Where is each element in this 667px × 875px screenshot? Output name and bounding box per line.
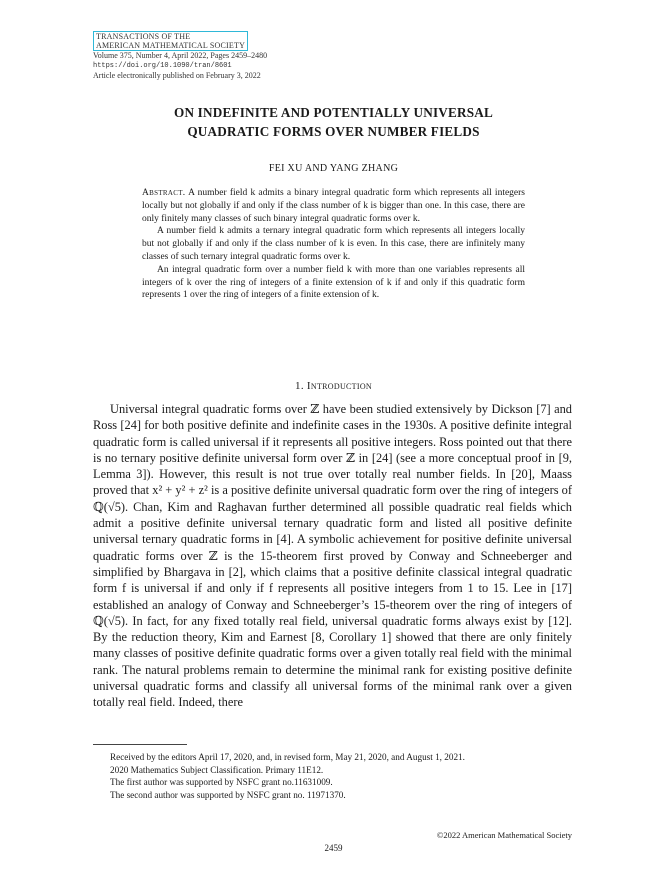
- abstract-paragraph-1: [142, 187, 525, 225]
- paper-title: [0, 103, 667, 141]
- footnote-received: Received by the editors April 17, 2020, and, in revised form, May 21, 2020, and August 1, 2021.: [110, 752, 465, 762]
- footnote-grant-2: The second author was supported by NSFC grant no. 11971370.: [110, 789, 346, 800]
- section-heading-introduction: 1. Introduction: [295, 380, 372, 392]
- journal-name-box[interactable]: [93, 31, 248, 51]
- abstract-label: Abstract.: [142, 188, 186, 198]
- footnote-msc: 2020 Mathematics Subject Classification. Primary 11E12.: [110, 764, 324, 775]
- title-line1: ON INDEFINITE AND POTENTIALLY UNIVERSAL: [174, 105, 493, 120]
- footnote-divider: [93, 744, 187, 745]
- journal-name-line2: AMERICAN MATHEMATICAL SOCIETY: [96, 41, 246, 50]
- abstract-paragraph-2: A number field k admits a ternary integral quadratic form which represents all integers locally but not globally if and only if the class number of k is even. In this case, there are infinitely many classes of such ternary integral quadratic forms over k.: [142, 226, 525, 262]
- abstract-paragraph-3: An integral quadratic form over a number field k with more than one variables represents all integers of k over the ring of integers of a finite extension of k if and only if this quadratic form represents 1 over the ring of integers of a finite extension of k.: [142, 264, 525, 301]
- publication-date: Article electronically published on February 3, 2022: [93, 71, 261, 80]
- author-list: FEI XU AND YANG ZHANG: [268, 163, 399, 174]
- doi-link[interactable]: https://doi.org/10.1090/tran/8601: [93, 62, 232, 70]
- journal-name-line1: TRANSACTIONS OF THE: [96, 32, 191, 41]
- volume-info: Volume 375, Number 4, April 2022, Pages 2459–2480: [93, 51, 268, 60]
- journal-header: [93, 31, 267, 81]
- footnotes: [93, 751, 572, 801]
- abstract: [142, 187, 525, 302]
- copyright-notice: ©2022 American Mathematical Society: [436, 830, 572, 840]
- title-line2: QUADRATIC FORMS OVER NUMBER FIELDS: [187, 124, 480, 139]
- abstract-text-1: A number field k admits a binary integral quadratic form which represents all integers locally but not globally if and only if the class number of k is bigger than one. In this case, there are only finitely many classes of such binary integral quadratic forms over k.: [142, 188, 525, 224]
- introduction-body: [93, 401, 572, 711]
- page-number: 2459: [324, 843, 343, 853]
- footnote-grant-1: The first author was supported by NSFC grant no.11631009.: [110, 777, 333, 788]
- body-paragraph: Universal integral quadratic forms over ℤ have been studied extensively by Dickson [7] and Ross [24] for both positive definite and indefinite cases in the 1930s. A positive definite integral quadratic form is called universal if it represents all positive integers. Ross pointed out that there is no ternary positive definite universal form over ℤ in [24] (see a more conceptual proof in [9, Lemma 3]). However, this result is not true over totally real number fields. In [20], Maass proved that x² + y² + z² is a positive definite universal quadratic form over the ring of integers of ℚ(√5). Chan, Kim and Raghavan further determined all possible quadratic real fields which admit a positive definite universal ternary quadratic form and listed all positive definite universal ternary quadratic forms in [4]. A symbolic achievement for positive definite universal quadratic forms over ℤ is the 15-theorem first proved by Conway and Schneeberger and simplified by Bhargava in [2], which claims that a positive definite classical integral quadratic form f is universal if and only if f represents all positive integers from 1 to 15. Lee in [17] established an analogy of Conway and Schneeberger’s 15-theorem over the ring of integers of ℚ(√5). In fact, for any fixed totally real field, universal quadratic forms always exist by [12]. By the reduction theory, Kim and Earnest [8, Corollary 1] showed that there are only finitely many classes of positive definite quadratic forms over a given totally real field with the minimal rank. The natural problems remain to determine the minimal rank for existing positive definite universal quadratic forms and classify all universal forms of the minimal rank over a given totally real field. Indeed, there: [93, 402, 572, 710]
